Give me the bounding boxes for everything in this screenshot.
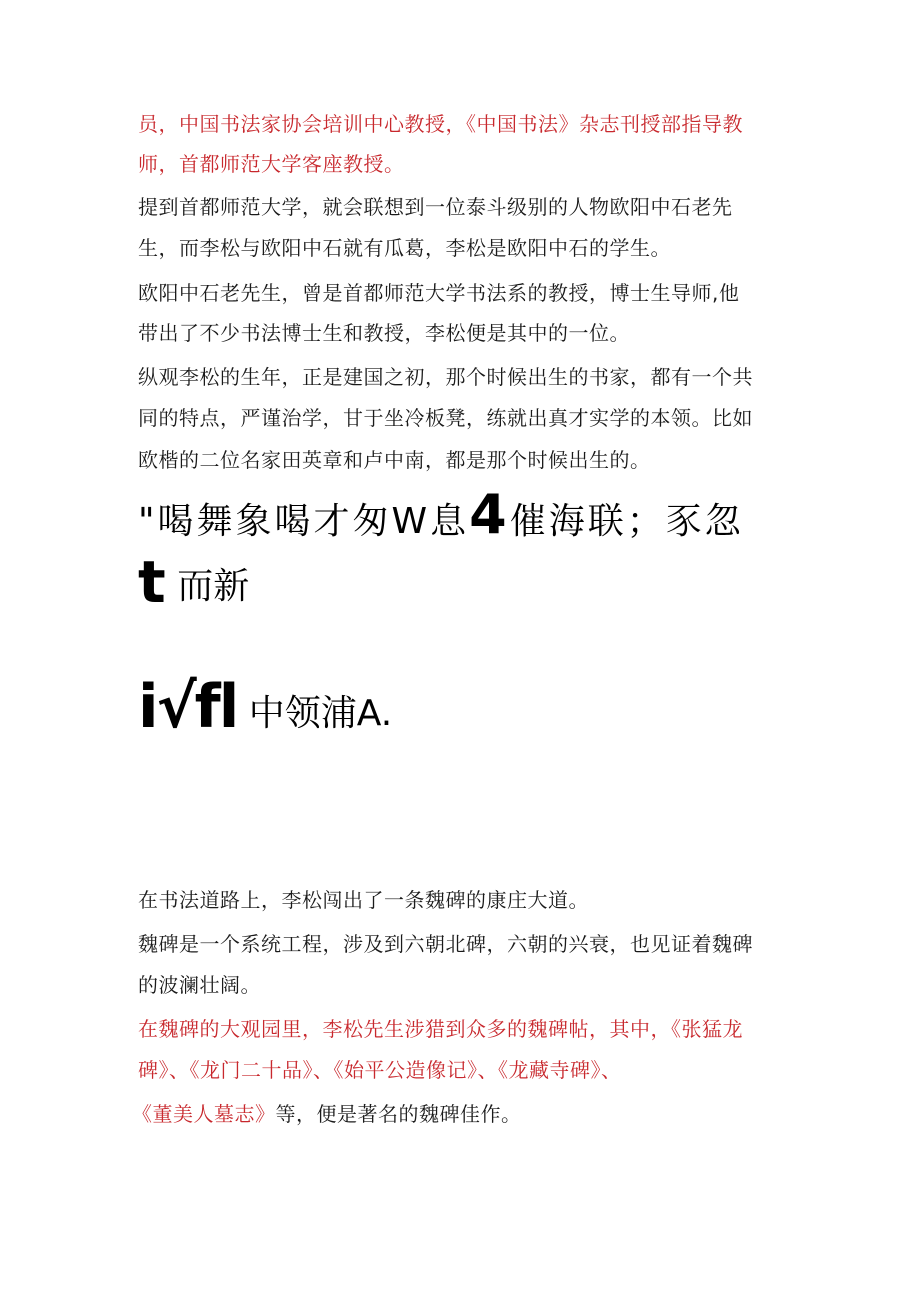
paragraph-1-line-1: 员，中国书法家协会培训中心教授，《中国书法》杂志刊授部指导教	[138, 112, 743, 136]
garbled-line-1	[138, 483, 744, 547]
paragraph-3-line-2: 带出了不少书法博士生和教授，李松便是其中的一位。	[138, 321, 630, 345]
garbled-line-2-big-letter: t	[138, 548, 166, 616]
paragraph-7-line-2: 碑》、《龙门二十品》、《始平公造像记》、《龙藏寺碑》、	[138, 1058, 622, 1082]
garbled-line-3	[138, 672, 393, 745]
paragraph-4-line-3: 欧楷的二位名家田英章和卢中南，都是那个时候出生的。	[138, 448, 651, 472]
paragraph-3-line-1: 欧阳中石老先生，曾是首都师范大学书法系的教授，博士生导师,他	[138, 281, 740, 305]
paragraph-7-line-3-rest: 等，便是著名的魏碑佳作。	[275, 1102, 522, 1126]
paragraph-1-line-2: 师，首都师范大学客座教授。	[138, 152, 405, 176]
paragraph-4-line-1: 纵观李松的生年，正是建国之初，那个时候出生的书家，都有一个共	[138, 365, 753, 389]
garbled-line-1-big-digit: 4	[469, 483, 510, 546]
paragraph-2-line-2: 生，而李松与欧阳中石就有瓜葛，李松是欧阳中石的学生。	[138, 236, 671, 260]
garbled-line-1-part-a: "喝舞象喝才匆W息	[138, 501, 470, 542]
garbled-line-2	[138, 548, 250, 616]
garbled-line-2-part-b: 而新	[177, 566, 250, 607]
paragraph-6-line-1: 魏碑是一个系统工程，涉及到六朝北碑，六朝的兴衰，也见证着魏碑	[138, 932, 753, 956]
paragraph-7-line-3-title: 《董美人墓志》	[132, 1102, 276, 1126]
paragraph-7-line-1: 在魏碑的大观园里，李松先生涉猎到众多的魏碑帖，其中，《张猛龙	[138, 1017, 743, 1041]
paragraph-7-line-3	[132, 1100, 522, 1128]
paragraph-4-line-2: 同的特点，严谨治学，甘于坐冷板凳，练就出真才实学的本领。比如	[138, 406, 753, 430]
garbled-line-3-part-b: 中领浦A.	[248, 693, 393, 734]
garbled-line-1-part-c: 催海联；豕忽	[509, 501, 744, 542]
garbled-line-3-big-symbols: i√fl	[138, 672, 238, 742]
paragraph-6-line-2: 的波澜壮阔。	[138, 973, 261, 997]
paragraph-5-line-1: 在书法道路上，李松闯出了一条魏碑的康庄大道。	[138, 888, 589, 912]
paragraph-2-line-1: 提到首都师范大学，就会联想到一位泰斗级别的人物欧阳中石老先	[138, 195, 733, 219]
